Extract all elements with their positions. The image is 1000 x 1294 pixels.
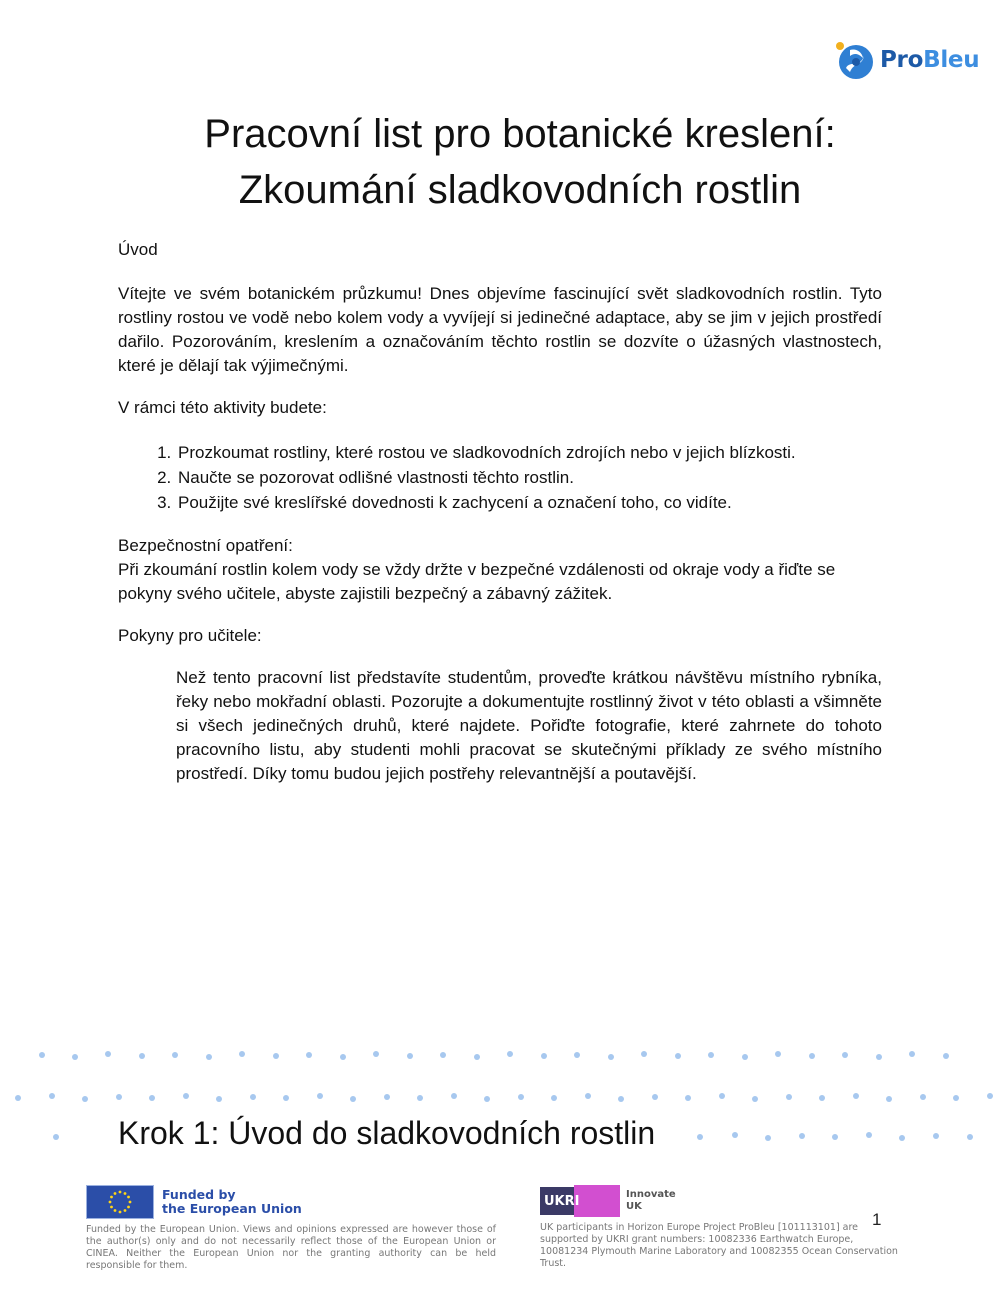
- intro-heading: Úvod: [118, 240, 158, 259]
- page-number: 1: [872, 1210, 882, 1229]
- eu-funded-line-1: Funded by: [162, 1187, 236, 1202]
- teacher-heading: Pokyny pro učitele:: [118, 626, 262, 645]
- ukri-logo-text: UKRI: [544, 1194, 580, 1209]
- eu-flag-icon: [86, 1185, 154, 1219]
- safety-paragraph: Při zkoumání rostlin kolem vody se vždy držte v bezpečné vzdálenosti od okraje vody a řiďte se pokyny svého učitele, abyste zajistili bezpečný a zábavný zážitek.: [118, 560, 836, 603]
- eu-funded-line-2: the European Union: [162, 1201, 302, 1216]
- probleu-swirl-icon: [832, 38, 876, 82]
- safety-heading: Bezpečnostní opatření:: [118, 536, 293, 555]
- title-line-1: Pracovní list pro botanické kreslení:: [204, 112, 836, 156]
- ukri-logo-icon: [540, 1185, 620, 1217]
- innovate-line-1: Innovate: [626, 1189, 676, 1200]
- activity-steps-list: [118, 440, 976, 515]
- innovate-line-2: UK: [626, 1201, 642, 1212]
- eu-disclaimer: Funded by the European Union. Views and opinions expressed are however those of the author(s) only and do not necessarily reflect those of the European Union or CINEA. Neither the European Union nor the granting authority can be held responsible for them.: [86, 1224, 496, 1271]
- probleu-wordmark: [880, 47, 979, 73]
- list-item: 3. Použijte své kreslířské dovednosti k zachycení a označení toho, co vidíte.: [176, 490, 976, 515]
- eu-funded-label: [162, 1188, 322, 1216]
- welcome-paragraph: Vítejte ve svém botanickém průzkumu! Dnes objevíme fascinující svět sladkovodních rostlin. Tyto rostliny rostou ve vodě nebo kolem vody a vyvíjejí si jedinečné adaptace, aby se jim v jejich prostředí dařilo. Pozorováním, kreslením a označováním těchto rostlin se dozvíte o úžasných vlastnostech, které je dělají tak výjimečnými.: [118, 284, 882, 375]
- eu-funding-block: [86, 1185, 496, 1272]
- teacher-paragraph: Než tento pracovní list představíte studentům, proveďte krátkou návštěvu místního rybníka, řeky nebo mokřadní oblasti. Pozorujte a dokumentujte rostlinný život v této oblasti a všimněte si všech jedinečných druhů, které najdete. Pořiďte fotografie, které zahrnete do tohoto pracovního listu, aby studenti mohli pracovat se skutečnými příklady ze svého místního prostředí. Díky tomu budou jejich postřehy relevantnější a poutavější.: [176, 668, 882, 783]
- activity-lead: V rámci této aktivity budete:: [118, 398, 327, 417]
- uk-funding-block: [540, 1185, 900, 1270]
- logo-pro-text: Pro: [880, 47, 924, 73]
- title-line-2: Zkoumání sladkovodních rostlin: [238, 168, 802, 212]
- probleu-logo: [832, 38, 979, 82]
- document-title: [60, 106, 980, 218]
- uk-disclaimer: UK participants in Horizon Europe Project ProBleu [101113101] are supported by UKRI grant numbers: 10082336 Earthwatch Europe, 10081234 Plymouth Marine Laboratory and 10082355 Ocean Conservation Trust.: [540, 1222, 898, 1269]
- list-item: 2. Naučte se pozorovat odlišné vlastnosti těchto rostlin.: [176, 465, 976, 490]
- list-item: 1. Prozkoumat rostliny, které rostou ve sladkovodních zdrojích nebo v jejich blízkosti.: [176, 440, 976, 465]
- logo-bleu-text: Bleu: [923, 47, 980, 73]
- innovate-uk-label: [626, 1189, 716, 1213]
- step1-heading: Krok 1: Úvod do sladkovodních rostlin: [118, 1115, 656, 1151]
